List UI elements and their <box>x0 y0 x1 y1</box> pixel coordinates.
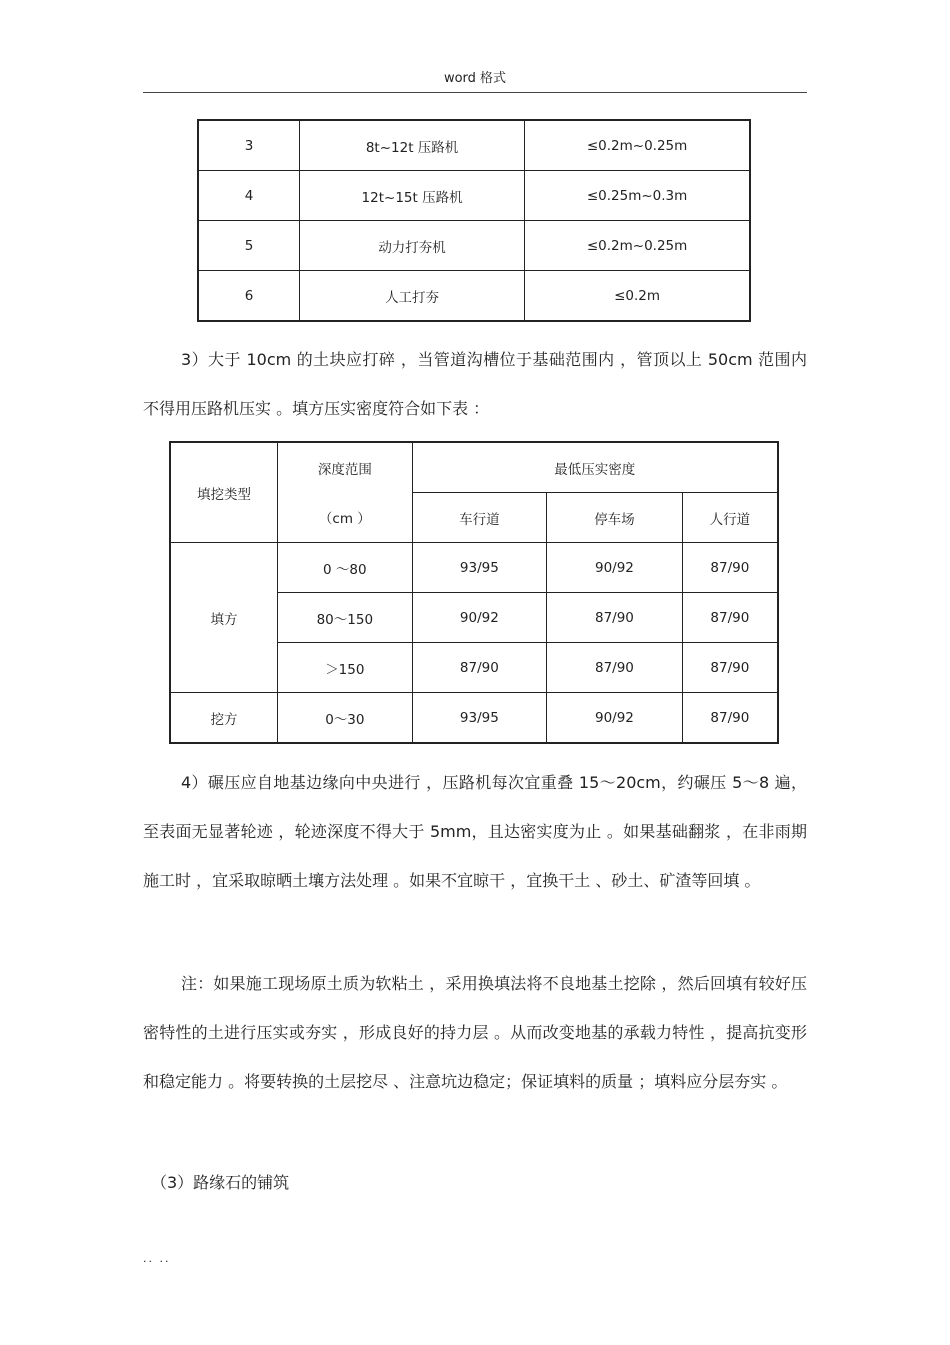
walkway-cell: 87/90 <box>682 593 778 643</box>
header-depth: 深度范围 <box>278 442 413 493</box>
row-number: 3 <box>198 120 300 171</box>
thickness-cell: ≤0.25m~0.3m <box>525 171 750 221</box>
header-road: 车行道 <box>412 493 547 543</box>
row-number: 6 <box>198 271 300 322</box>
header-walkway: 人行道 <box>682 493 778 543</box>
parking-cell: 87/90 <box>547 593 683 643</box>
walkway-cell: 87/90 <box>682 643 778 693</box>
table-row <box>198 171 750 221</box>
paragraph-4: 4）碾压应自地基边缘向中央进行 ，压路机每次宜重叠 15～20cm，约碾压 5～8 遍，至表面无显著轮迹 ，轮迹深度不得大于 5mm，且达密实度为止 。如果基础翻浆 ，在非雨期施工时 ，宜采取晾晒土壤方法处理 。如果不宜晾干 ，宜换干土 、砂土、矿渣等回填 。 <box>143 773 807 890</box>
machine-cell: 8t~12t 压路机 <box>300 120 525 171</box>
machine-cell: 12t~15t 压路机 <box>300 171 525 221</box>
row-number: 5 <box>198 221 300 271</box>
walkway-cell: 87/90 <box>682 543 778 593</box>
header-parking: 停车场 <box>547 493 683 543</box>
parking-cell: 90/92 <box>547 543 683 593</box>
table-row <box>198 271 750 322</box>
depth-cell: 0～30 <box>278 693 413 744</box>
page-footer: .. .. <box>143 1252 171 1265</box>
header-depth-unit: （cm ） <box>278 493 413 543</box>
table-header-row <box>170 442 778 493</box>
compaction-density-table <box>169 441 779 744</box>
row-number: 4 <box>198 171 300 221</box>
section-heading: （3）路缘石的铺筑 <box>151 1173 290 1192</box>
depth-cell: 80～150 <box>278 593 413 643</box>
road-cell: 90/92 <box>412 593 547 643</box>
machine-cell: 动力打夯机 <box>300 221 525 271</box>
cut-label: 挖方 <box>170 693 278 744</box>
road-cell: 87/90 <box>412 643 547 693</box>
table-row <box>198 120 750 171</box>
road-cell: 93/95 <box>412 543 547 593</box>
thickness-cell: ≤0.2m <box>525 271 750 322</box>
fill-label: 填方 <box>170 543 278 693</box>
parking-cell: 87/90 <box>547 643 683 693</box>
table-row <box>170 693 778 744</box>
walkway-cell: 87/90 <box>682 693 778 744</box>
header-type: 填挖类型 <box>170 442 278 543</box>
thickness-cell: ≤0.2m~0.25m <box>525 120 750 171</box>
table-row <box>198 221 750 271</box>
thickness-cell: ≤0.2m~0.25m <box>525 221 750 271</box>
table-row <box>170 543 778 593</box>
note-paragraph: 注：如果施工现场原土质为软粘土 ，采用换填法将不良地基土挖除 ，然后回填有较好压密特性的土进行压实或夯实 ，形成良好的持力层 。从而改变地基的承载力特性 ，提高抗变形和稳定能力 。将要转换的土层挖尽 、注意坑边稳定；保证填料的质量 ；填料应分层夯实 。 <box>143 974 807 1091</box>
machine-cell: 人工打夯 <box>300 271 525 322</box>
page-header: word 格式 <box>143 66 807 93</box>
depth-cell: ＞150 <box>278 643 413 693</box>
compaction-thickness-table <box>197 119 751 322</box>
paragraph-3: 3）大于 10cm 的土块应打碎 ，当管道沟槽位于基础范围内 ，管顶以上 50cm 范围内不得用压路机压实 。填方压实密度符合如下表 ： <box>143 350 807 418</box>
header-min-density: 最低压实密度 <box>412 442 778 493</box>
depth-cell: 0 ～80 <box>278 543 413 593</box>
road-cell: 93/95 <box>412 693 547 744</box>
parking-cell: 90/92 <box>547 693 683 744</box>
